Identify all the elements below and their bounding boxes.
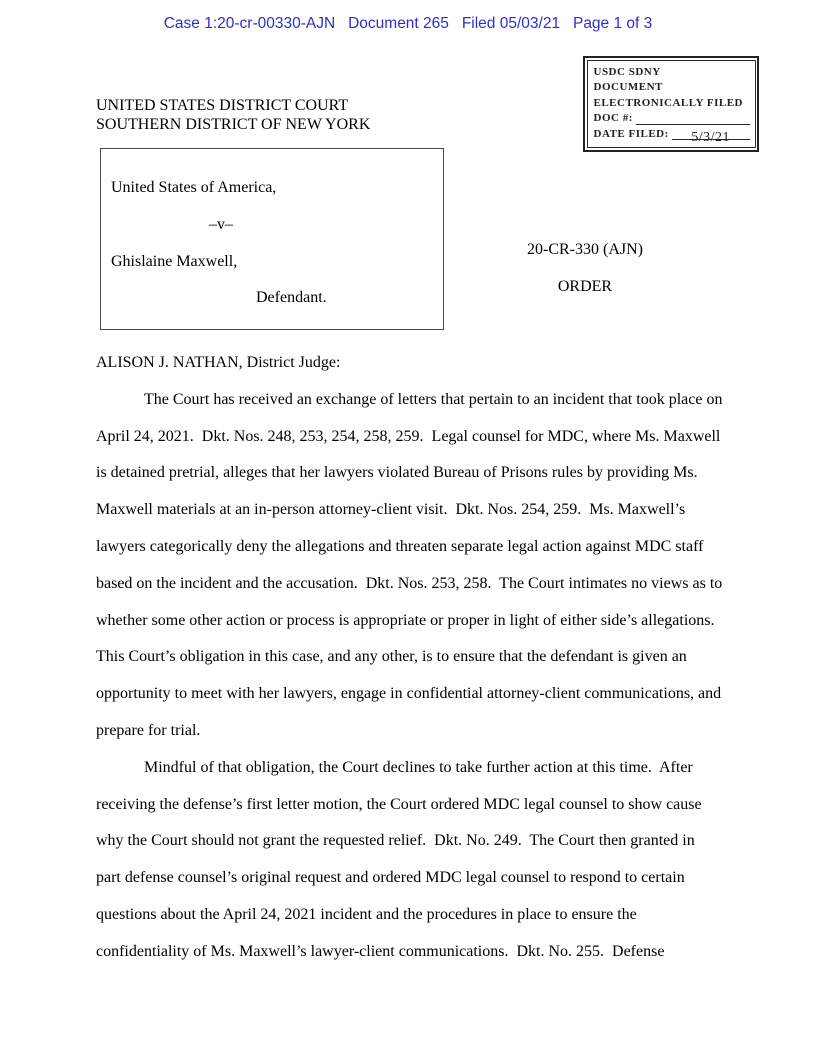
stamp-date-value: 5/3/21	[691, 130, 731, 145]
stamp-document-line: DOCUMENT	[593, 81, 663, 93]
electronically-filed-stamp	[583, 56, 759, 152]
stamp-filed-line: ELECTRONICALLY FILED	[593, 96, 743, 109]
stamp-date-filed-row	[594, 127, 750, 143]
versus-separator: –v–	[209, 216, 233, 233]
defendant-name: Ghislaine Maxwell,	[111, 253, 238, 270]
ecf-filing-header: Case 1:20-cr-00330-AJN Document 265 Filed 05/03/21 Page 1 of 3	[163, 15, 653, 32]
stamp-doc-blank-line	[636, 112, 750, 125]
body-paragraph: The Court has received an exchange of letters that pertain to an incident that took place on April 24, 2021. Dkt. Nos. 248, 253, 254, 258, 259. Legal counsel for MDC, where Ms. Maxwell is detained pretrial, alleges that her lawyers violated Bureau of Prisons rules by providing Ms. Maxwell materials at an in-person attorney-client visit. Dkt. Nos. 254, 259. Ms. Maxwell’s lawyers categorically deny the allegations and threaten separate legal action against MDC staff based on the incident and the accusation. Dkt. Nos. 253, 258. The Court intimates no views as to whether some other action or process is appropriate or proper in light of either side’s allegations. This Court’s obligation in this case, and any other, is to ensure that the defendant is given an opportunity to meet with her lawyers, engage in confidential attorney-client communications, and prepare for trial.	[96, 390, 727, 739]
order-title: ORDER	[557, 277, 613, 295]
stamp-date-label: DATE FILED:	[593, 127, 669, 140]
case-info-block	[450, 232, 720, 306]
stamp-court-line: USDC SDNY	[593, 65, 661, 78]
body-paragraph: Mindful of that obligation, the Court declines to take further action at this time. After receiving the defense’s first letter motion, the Court ordered MDC legal counsel to show cause why the Court should not grant the requested relief. Dkt. No. 249. The Court then granted in part defense counsel’s original request and ordered MDC legal counsel to respond to certain questions about the April 24, 2021 incident and the procedures in place to ensure the confidentiality of Ms. Maxwell’s lawyer-client communications. Dkt. No. 255. Defense	[96, 758, 706, 960]
judge-line: ALISON J. NATHAN, District Judge:	[96, 354, 341, 371]
stamp-doc-label: DOC #:	[593, 112, 633, 124]
stamp-date-line	[672, 127, 750, 145]
plaintiff-name: United States of America,	[111, 179, 277, 196]
court-name-block	[96, 97, 370, 134]
court-name-line1: UNITED STATES DISTRICT COURT	[96, 97, 349, 114]
stamp-inner-border	[587, 60, 756, 149]
case-number: 20-CR-330 (AJN)	[527, 241, 643, 258]
court-name-line2: SOUTHERN DISTRICT OF NEW YORK	[96, 115, 371, 133]
order-body	[96, 345, 727, 971]
case-caption-box	[100, 148, 444, 330]
stamp-doc-number-row	[594, 111, 750, 127]
defendant-label: Defendant.	[256, 289, 327, 306]
